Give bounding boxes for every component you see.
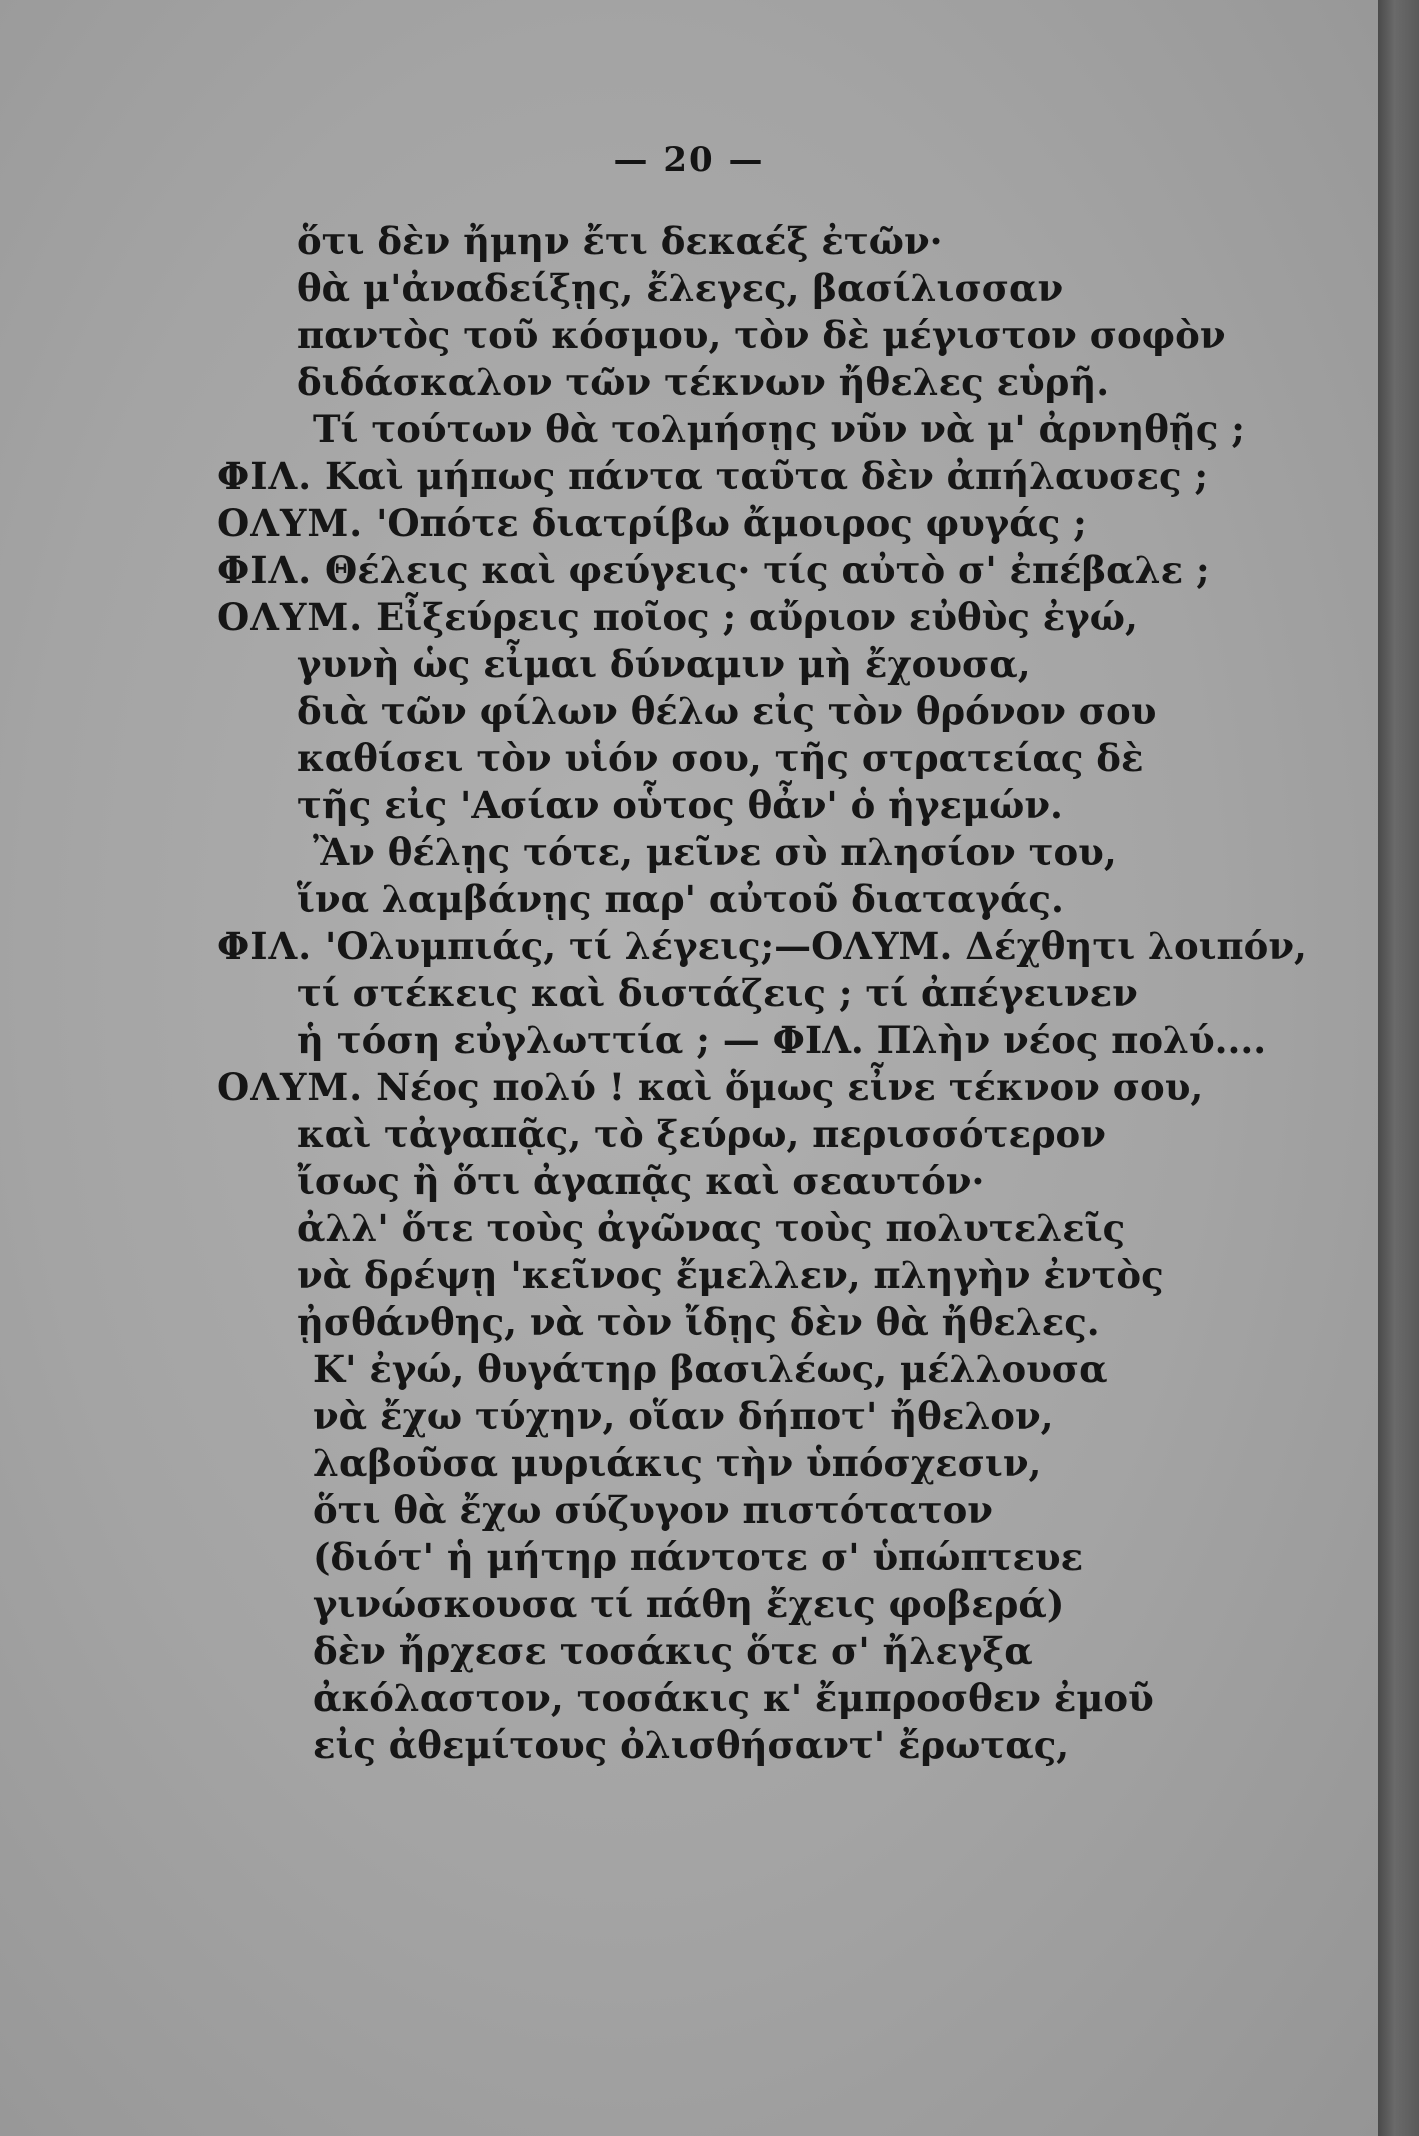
line-text: (διότ' ἡ μήτηρ πάντοτε σ' ὑπώπτευε [313,1535,1084,1579]
line-text: λαβοῦσα μυριάκις τὴν ὑπόσχεσιν, [313,1441,1042,1485]
text-line [313,1535,1084,1579]
text-line [297,689,1157,733]
line-text: νὰ ἔχω τύχην, οἵαν δήποτ' ἤθελον, [313,1394,1054,1438]
line-text: καθίσει τὸν υἱόν σου, τῆς στρατείας δὲ [297,736,1144,780]
text-line [313,407,1245,451]
line-text: διδάσκαλον τῶν τέκνων ἤθελες εὑρῆ. [297,360,1110,404]
line-text: θὰ μ'ἀναδείξῃς, ἔλεγες, βασίλισσαν [297,266,1064,310]
text-line [313,1347,1108,1391]
text-line [313,1676,1154,1720]
line-text: Ἂν θέλῃς τότε, μεῖνε σὺ πλησίον του, [313,830,1117,874]
text-line [297,783,1063,827]
text-line [297,360,1110,404]
line-text: Θέλεις καὶ φεύγεις· τίς αὐτὸ σ' ἐπέβαλε ; [325,548,1210,592]
line-text: ὅτι δὲν ἤμην ἔτι δεκαέξ ἐτῶν· [297,219,943,263]
text-line [217,595,1138,639]
text-line [217,454,1209,498]
line-text: ἀκόλαστον, τοσάκις κ' ἔμπροσθεν ἐμοῦ [313,1676,1154,1720]
speaker-label: ΦΙΛ. [217,548,313,592]
text-line [297,642,1031,686]
line-text: Εἶξεύρεις ποῖος ; αὔριον εὐθὺς ἐγώ, [376,595,1138,639]
line-text: Κ' ἐγώ, θυγάτηρ βασιλέως, μέλλουσα [313,1347,1108,1391]
text-line [217,501,1087,545]
text-line [313,1629,1033,1673]
text-line [313,1582,1065,1626]
line-text: ὅτι θὰ ἔχω σύζυγον πιστότατον [313,1488,993,1532]
line-text: διὰ τῶν φίλων θέλω εἰς τὸν θρόνον σου [297,689,1157,733]
line-text: 'Ολυμπιάς, τί λέγεις;—ΟΛΥΜ. Δέχθητι λοιπόν, [325,924,1307,968]
line-text: εἰς ἀθεμίτους ὀλισθήσαντ' ἔρωτας, [313,1723,1070,1767]
text-line [297,1018,1267,1062]
page-number: — 20 — [613,140,765,180]
speaker-label: ΦΙΛ. [217,924,313,968]
line-text: ἵνα λαμβάνῃς παρ' αὐτοῦ διαταγάς. [297,877,1064,921]
text-line [297,1300,1100,1344]
line-text: Νέος πολύ ! καὶ ὅμως εἶνε τέκνον σου, [376,1065,1204,1109]
text-line [297,313,1226,357]
text-line [297,1159,985,1203]
line-text: 'Οπότε διατρίβω ἄμοιρος φυγάς ; [376,501,1087,545]
speaker-label: ΟΛΥΜ. [217,595,364,639]
text-line [297,1253,1164,1297]
line-text: Καὶ μήπως πάντα ταῦτα δὲν ἀπήλαυσες ; [325,454,1209,498]
text-line [313,830,1117,874]
speaker-label: ΦΙΛ. [217,454,313,498]
text-line [297,736,1144,780]
line-text: γυνὴ ὡς εἶμαι δύναμιν μὴ ἔχουσα, [297,642,1031,686]
line-text: ἀλλ' ὅτε τοὺς ἀγῶνας τοὺς πολυτελεῖς [297,1206,1126,1250]
text-line [297,1206,1126,1250]
text-line [217,924,1307,968]
text-line [297,877,1064,921]
line-text: νὰ δρέψῃ 'κεῖνος ἔμελλεν, πληγὴν ἐντὸς [297,1253,1164,1297]
page-edge [1378,0,1419,2136]
line-text: Τί τούτων θὰ τολμήσῃς νῦν νὰ μ' ἀρνηθῇς ; [313,407,1245,451]
line-text: ἡ τόση εὐγλωττία ; — ΦΙΛ. Πλὴν νέος πολύ.... [297,1018,1267,1062]
text-line [313,1394,1054,1438]
speaker-label: ΟΛΥΜ. [217,501,364,545]
text-line [297,1112,1106,1156]
text-line [297,266,1064,310]
text-line [313,1441,1042,1485]
text-line [313,1488,993,1532]
line-text: τῆς εἰς 'Ασίαν οὗτος θἆν' ὁ ἡγεμών. [297,783,1063,827]
line-text: ᾐσθάνθης, νὰ τὸν ἴδῃς δὲν θὰ ἤθελες. [297,1300,1100,1344]
line-text: παντὸς τοῦ κόσμου, τὸν δὲ μέγιστον σοφὸν [297,313,1226,357]
text-line [217,548,1210,592]
line-text: ἴσως ἢ ὅτι ἀγαπᾷς καὶ σεαυτόν· [297,1159,985,1203]
line-text: δὲν ἤρχεσε τοσάκις ὅτε σ' ἤλεγξα [313,1629,1033,1673]
text-line [297,219,943,263]
line-text: καὶ τἀγαπᾷς, τὸ ξεύρω, περισσότερον [297,1112,1106,1156]
line-text: γινώσκουσα τί πάθη ἔχεις φοβερά) [313,1582,1065,1626]
text-line [217,1065,1204,1109]
line-text: τί στέκεις καὶ διστάζεις ; τί ἀπέγεινεν [297,971,1138,1015]
text-line [313,1723,1070,1767]
speaker-label: ΟΛΥΜ. [217,1065,364,1109]
text-line [297,971,1138,1015]
